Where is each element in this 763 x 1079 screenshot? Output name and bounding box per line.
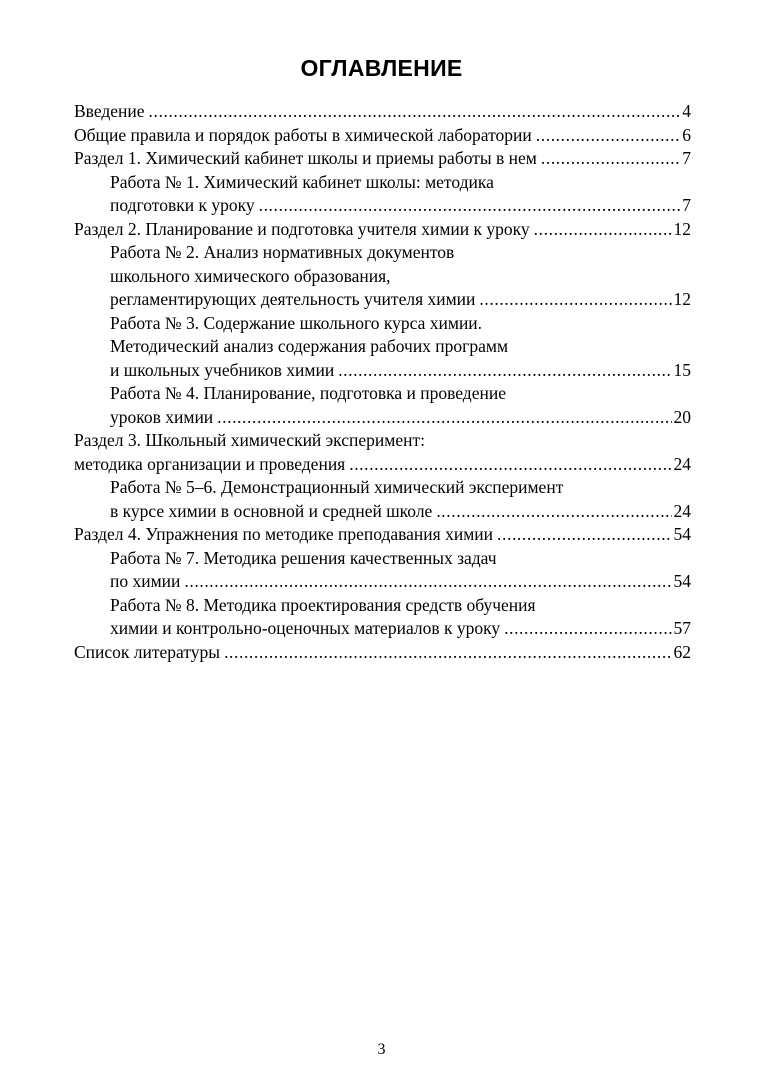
dot-leader [338, 359, 671, 383]
toc-page-number: 54 [673, 571, 691, 591]
toc-entry-title: подготовки к уроку [110, 195, 255, 215]
dot-leader [497, 523, 671, 547]
toc-entry-title: методика организации и проведения [74, 453, 346, 474]
toc-section[interactable] [74, 453, 691, 477]
toc-subentry-line[interactable] [74, 335, 691, 359]
toc-page-number: 54 [673, 524, 691, 544]
toc-entry-title: Работа № 7. Методика решения качественных задач [110, 547, 497, 568]
toc-entry[interactable] [74, 641, 691, 665]
toc-entry-title: Список литературы [74, 641, 221, 662]
toc-entry[interactable] [74, 124, 691, 148]
toc-page-number: 62 [673, 641, 691, 662]
dot-leader [536, 124, 680, 148]
dot-leader [504, 617, 671, 641]
toc-subentry[interactable] [74, 500, 691, 524]
toc-entry-title: Раздел 3. Школьный химический эксперимент: [74, 430, 425, 450]
toc-page-number: 12 [673, 289, 691, 309]
toc-page-number: 6 [682, 124, 691, 145]
toc-page-number: 57 [673, 618, 691, 638]
toc-entry-title: Методический анализ содержания рабочих программ [110, 336, 509, 356]
page-title: ОГЛАВЛЕНИЕ [300, 55, 463, 81]
toc-entry-title: Раздел 4. Упражнения по методике преподавания химии [74, 524, 494, 544]
table-of-contents [74, 100, 691, 664]
toc-page-number: 24 [673, 453, 691, 474]
toc-entry-title: регламентирующих деятельность учителя химии [110, 289, 476, 309]
dot-leader [349, 453, 671, 477]
toc-entry-title: Работа № 2. Анализ нормативных документов [110, 242, 455, 262]
dot-leader [479, 288, 671, 312]
toc-entry-title: химии и контрольно-оценочных материалов к уроку [110, 618, 501, 638]
dot-leader [224, 641, 671, 665]
toc-subentry[interactable] [74, 288, 691, 312]
toc-entry-title: Раздел 1. Химический кабинет школы и приемы работы в нем [74, 148, 537, 168]
toc-page-number: 24 [673, 500, 691, 521]
toc-entry-title: Введение [74, 101, 145, 121]
toc-subentry[interactable] [74, 570, 691, 594]
toc-subentry-line[interactable] [74, 265, 691, 289]
toc-subentry-line[interactable] [74, 594, 691, 618]
dot-leader [541, 147, 680, 171]
toc-subentry-line[interactable] [74, 547, 691, 571]
toc-entry-title: Работа № 4. Планирование, подготовка и проведение [110, 383, 506, 403]
dot-leader [534, 218, 672, 242]
toc-entry-title: Работа № 8. Методика проектирования средств обучения [110, 594, 536, 615]
toc-page-number: 4 [682, 101, 691, 121]
toc-page-number: 7 [682, 195, 691, 215]
toc-subentry-line[interactable] [74, 382, 691, 406]
dot-leader [259, 194, 681, 218]
toc-page-number: 7 [682, 148, 691, 168]
toc-subentry-line[interactable] [74, 312, 691, 336]
toc-section-line[interactable] [74, 429, 691, 453]
toc-subentry[interactable] [74, 406, 691, 430]
toc-entry-title: школьного химического образования, [110, 265, 391, 286]
toc-entry-title: Работа № 5–6. Демонстрационный химический эксперимент [110, 477, 564, 497]
toc-entry-title: Общие правила и порядок работы в химической лаборатории [74, 124, 532, 145]
toc-subentry-line[interactable] [74, 241, 691, 265]
toc-page-number: 20 [673, 406, 691, 427]
toc-section[interactable] [74, 218, 691, 242]
toc-subentry-line[interactable] [74, 476, 691, 500]
dot-leader [217, 406, 671, 430]
dot-leader [149, 100, 681, 124]
toc-entry-title: Раздел 2. Планирование и подготовка учителя химии к уроку [74, 218, 530, 239]
toc-entry-title: и школьных учебников химии [110, 359, 335, 380]
toc-section[interactable] [74, 523, 691, 547]
toc-subentry[interactable] [74, 617, 691, 641]
toc-entry-title: уроков химии [110, 406, 214, 427]
toc-subentry-line[interactable] [74, 171, 691, 195]
toc-page-number: 15 [673, 359, 691, 380]
toc-entry-title: Работа № 3. Содержание школьного курса химии. [110, 312, 483, 333]
toc-page-number: 12 [673, 218, 691, 239]
toc-entry[interactable] [74, 100, 691, 124]
dot-leader [184, 570, 671, 594]
toc-subentry[interactable] [74, 194, 691, 218]
toc-section[interactable] [74, 147, 691, 171]
toc-subentry[interactable] [74, 359, 691, 383]
dot-leader [436, 500, 671, 524]
toc-entry-title: в курсе химии в основной и средней школе [110, 500, 433, 521]
toc-entry-title: Работа № 1. Химический кабинет школы: методика [110, 171, 494, 192]
footer-page-number: 3 [377, 1041, 386, 1058]
toc-entry-title: по химии [110, 571, 181, 591]
